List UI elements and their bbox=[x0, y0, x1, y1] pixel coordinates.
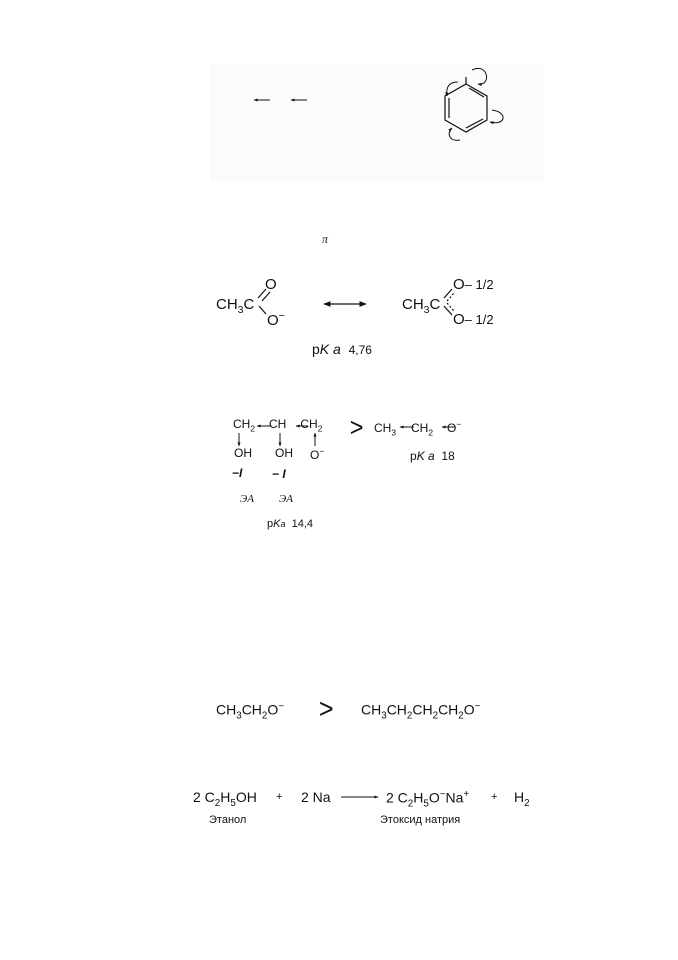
glycerol-oh-1: OH bbox=[234, 446, 252, 460]
acetate-left-bonds bbox=[258, 289, 270, 314]
acetate-o-bottom-right: O– 1/2 bbox=[453, 311, 494, 328]
label-sodium-ethoxide: Этоксид натрия bbox=[380, 814, 461, 826]
plus-sign-2: + bbox=[491, 791, 498, 803]
acetate-right-bonds bbox=[444, 289, 455, 315]
glycerol-o-minus: O− bbox=[310, 446, 325, 462]
greater-than-sign-2: > bbox=[318, 693, 334, 724]
pka-ethoxide-2: pK a 18 bbox=[410, 449, 455, 463]
pi-symbol: π bbox=[322, 232, 329, 246]
plus-sign-1: + bbox=[276, 791, 283, 803]
minus-i-effect-2: − I bbox=[272, 467, 286, 481]
glycerol-arrows bbox=[239, 426, 315, 446]
acetate-ch3c-left: $CH_3C$ bbox=[216, 296, 255, 316]
pka-glycerol: pKa 14,4 bbox=[267, 518, 314, 530]
ethanol-formula: 2 $C_2H_5OH$ bbox=[193, 789, 257, 809]
glycerol-chain: $CH_2$ CH $CH_2$ bbox=[233, 417, 323, 434]
ethoxide-formula-2: $CH_3$ $CH_2$ O− bbox=[374, 419, 462, 438]
ea-label-2: ЭА bbox=[279, 493, 293, 505]
sodium-ethoxide-formula: 2 $C_2H_5O^-Na^+$ bbox=[386, 789, 470, 810]
sodium: 2 Na bbox=[301, 789, 331, 805]
ea-label-1: ЭА bbox=[240, 493, 254, 505]
pka-acetate: pK a 4,76 bbox=[312, 341, 372, 357]
minus-i-effect-1: −I bbox=[232, 466, 243, 480]
hydrogen: $H_2$ bbox=[514, 789, 530, 809]
butoxide-condensed: $CH_3CH_2CH_2CH_2O^-$ bbox=[361, 701, 481, 722]
acetate-o-top-left: O bbox=[265, 276, 277, 293]
greater-than-sign-1: > bbox=[349, 412, 364, 442]
acetate-o-top-right: O– 1/2 bbox=[453, 276, 494, 293]
acetate-o-bottom-left: O− bbox=[267, 310, 285, 329]
ethoxide-condensed: $CH_3CH_2O^-$ bbox=[216, 701, 284, 722]
acetate-ch3c-right: $CH_3C$ bbox=[402, 296, 441, 316]
glycerol-oh-2: OH bbox=[275, 446, 293, 460]
label-ethanol: Этанол bbox=[209, 814, 247, 826]
